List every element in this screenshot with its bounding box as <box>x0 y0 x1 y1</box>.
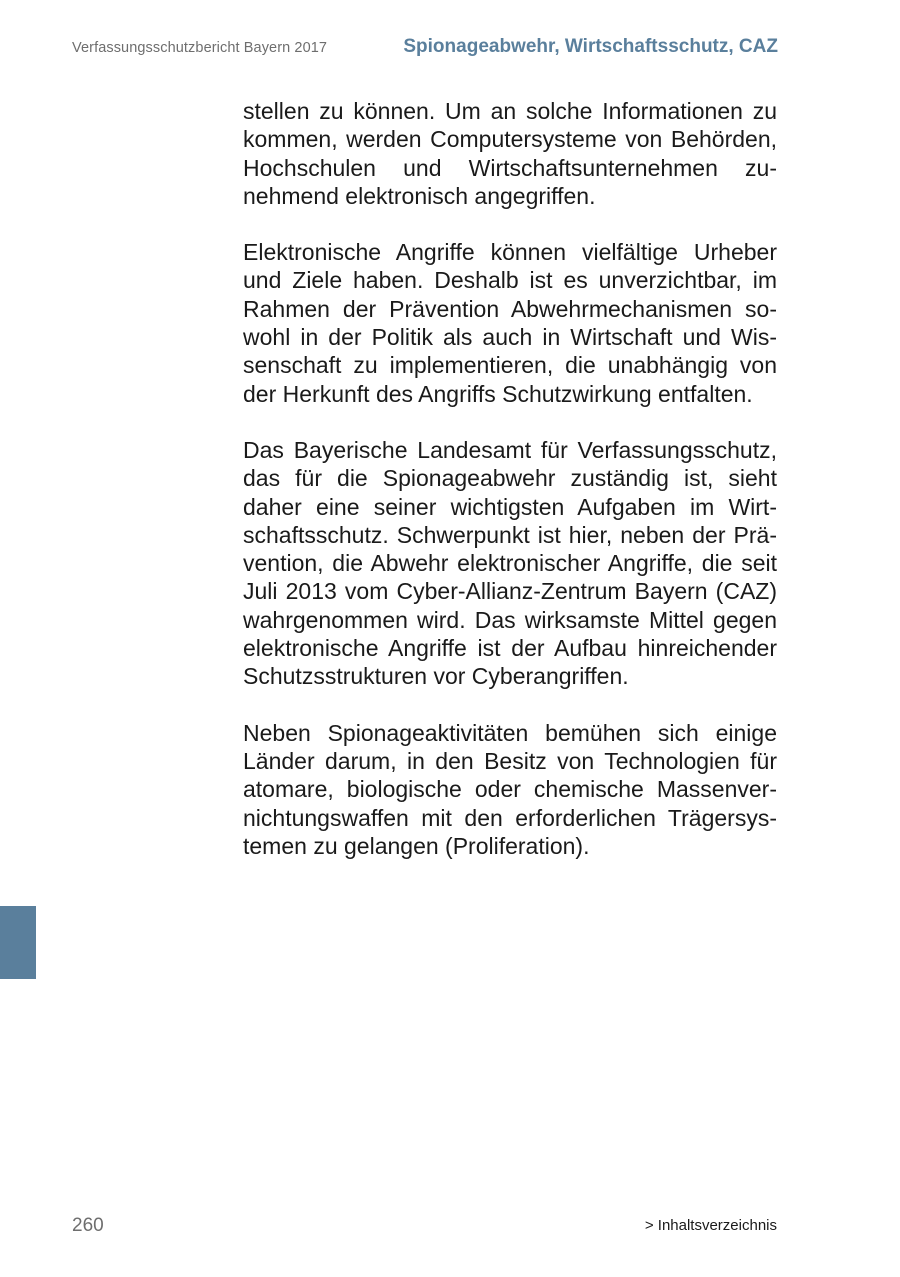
running-head-section-title: Spionageabwehr, Wirtschaftsschutz, CAZ <box>403 36 778 57</box>
running-head-publication: Verfassungsschutzbericht Bayern 2017 <box>72 40 328 56</box>
chapter-marker-tab <box>0 906 36 979</box>
paragraph: Das Bayerische Landesamt für Verfassungsschutz, das für die Spionageabwehr zuständig ist, sieht daher eine seiner wichtigsten Aufgaben im Wirtschaftsschutz. Schwerpunkt ist hier, neben der Prävention, die Abwehr elektronischer Angriffe, die seit Juli 2013 vom Cyber-Allianz-Zentrum Bayern (CAZ) wahrgenommen wird. Das wirksamste Mittel gegen elektronische Angriffe ist der Aufbau hinreichender Schutzsstrukturen vor Cyberangriffen. <box>243 436 777 690</box>
paragraph: Neben Spionageaktivitäten bemühen sich einige Länder darum, in den Besitz von Technologien für atomare, biologische oder chemische Massenvernichtungswaffen mit den erforderlichen Trägersystemen zu gelangen (Proliferation). <box>243 719 777 859</box>
body-text <box>243 97 777 888</box>
paragraph: Elektronische Angriffe können vielfältige Urheber und Ziele haben. Deshalb ist es unverzichtbar, im Rahmen der Prävention Abwehrmechanismen sowohl in der Politik als auch in Wirtschaft und Wissenschaft zu implementieren, die unabhängig von der Herkunft des Angriffs Schutzwirkung entfalten. <box>243 239 777 407</box>
table-of-contents-link[interactable]: > Inhaltsverzeichnis <box>644 1217 777 1234</box>
page-number: 260 <box>72 1215 104 1236</box>
paragraph: stellen zu können. Um an solche Informationen zu kommen, werden Computersysteme von Behörden, Hochschulen und Wirtschaftsunternehmen zunehmend elektronisch angegriffen. <box>243 98 777 209</box>
